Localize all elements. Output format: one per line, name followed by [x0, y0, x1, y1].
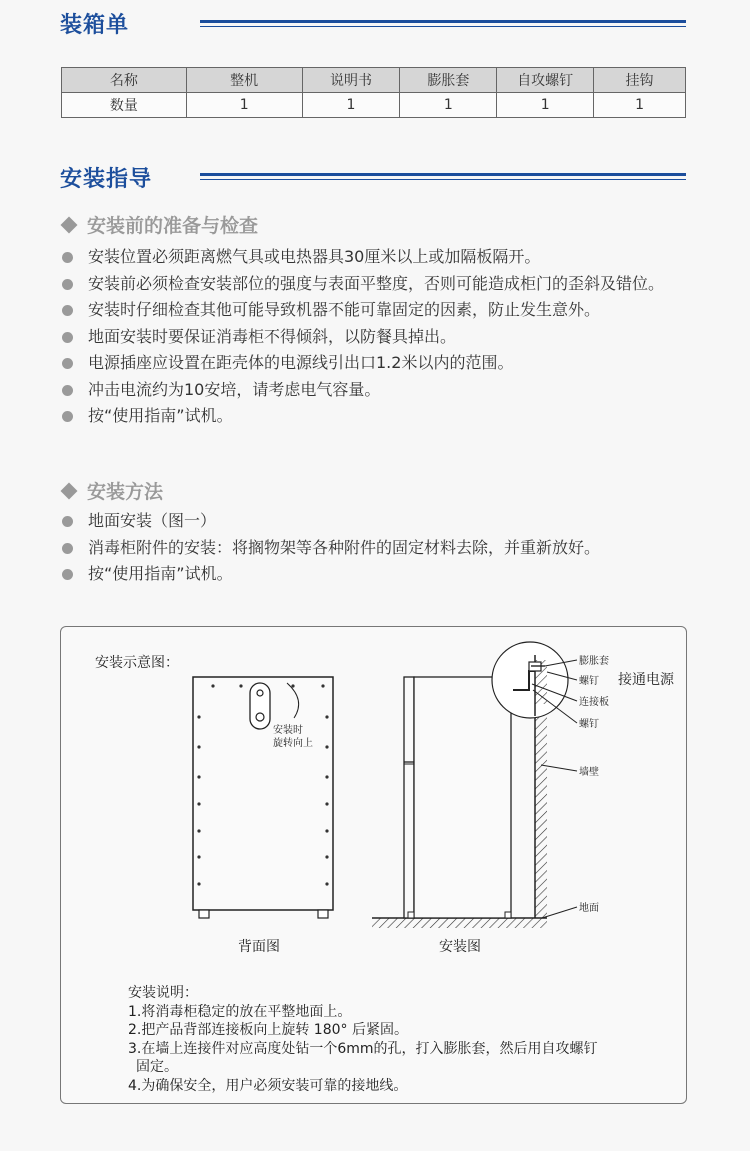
table-cell: 1: [594, 93, 686, 118]
prep-heading-text: 安装前的准备与检查: [87, 215, 259, 237]
install-title: 安装指导: [60, 167, 153, 192]
header-cell: 整机: [186, 68, 302, 93]
header-cell: 自攻螺钉: [497, 68, 594, 93]
header-cell: 膨胀套: [400, 68, 497, 93]
label-power: 接通电源: [618, 672, 674, 688]
diagram-title: 安装示意图：: [95, 655, 179, 671]
cabinet-foot: [408, 912, 414, 918]
cabinet-foot: [505, 912, 511, 918]
note-line: 1.将消毒柜稳定的放在平整地面上。: [128, 1003, 352, 1020]
header-cell: 挂钩: [594, 68, 686, 93]
cabinet-foot: [318, 910, 328, 918]
notes-title: 安装说明：: [128, 985, 198, 1001]
list-item-text: 地面安装时要保证消毒柜不得倾斜，以防餐具掉出。: [88, 326, 457, 346]
back-view-caption: 背面图: [238, 939, 280, 955]
cabinet-body: [414, 677, 511, 918]
label-screw: 螺钉: [579, 676, 599, 687]
install-view-caption: 安装图: [439, 939, 481, 955]
back-view: [193, 677, 333, 955]
label-expansion-sleeve: 膨胀套: [579, 656, 609, 667]
header-cell: 名称: [62, 68, 187, 93]
table-cell: 1: [186, 93, 302, 118]
cabinet-doors: [404, 677, 414, 918]
method-heading-text: 安装方法: [87, 481, 164, 503]
floor-hatch: [372, 918, 547, 928]
packing-title: 装箱单: [60, 13, 130, 38]
list-item-text: 电源插座应设置在距壳体的电源线引出口1.2米以内的范围。: [88, 353, 514, 372]
list-item-text: 安装时仔细检查其他可能导致机器不能可靠固定的因素，防止发生意外。: [88, 300, 601, 319]
label-plate: 连接板: [579, 697, 609, 708]
cabinet-foot: [199, 910, 209, 918]
note-line: 固定。: [136, 1059, 178, 1075]
table-cell: 1: [497, 93, 594, 118]
header-cell: 说明书: [302, 68, 400, 93]
label-screw: 螺钉: [579, 719, 599, 730]
list-item-text: 冲击电流约为10安培，请考虑电气容量。: [88, 379, 381, 399]
note-line: 3.在墙上连接件对应高度处钻一个6mm的孔，打入膨胀套，然后用自攻螺钉: [128, 1040, 598, 1057]
label-wall: 墙壁: [579, 767, 599, 778]
back-note-line2: 旋转向上: [273, 738, 313, 749]
list-item-text: 安装位置必须距离燃气具或电热器具30厘米以上或加隔板隔开。: [88, 247, 541, 266]
table-cell: 数量: [62, 93, 187, 118]
leader-line: [542, 907, 577, 918]
back-note-line1: 安装时: [273, 725, 303, 736]
list-item-text: 按“使用指南”试机。: [88, 406, 233, 425]
list-item-text: 消毒柜附件的安装：将搁物架等各种附件的固定材料去除，并重新放好。: [88, 537, 601, 557]
note-line: 4.为确保安全，用户必须安装可靠的接地线。: [128, 1077, 408, 1094]
side-view: [372, 642, 675, 955]
list-item-text: 地面安装（图一）: [88, 511, 217, 530]
note-line: 2.把产品背部连接板向上旋转 180° 后紧固。: [128, 1022, 408, 1038]
list-item-text: 按“使用指南”试机。: [88, 564, 233, 583]
table-cell: 1: [302, 93, 400, 118]
label-floor: 地面: [579, 903, 599, 914]
install-notes: [128, 984, 598, 1095]
list-item-text: 安装前必须检查安装部位的强度与表面平整度，否则可能造成柜门的歪斜及错位。: [88, 273, 665, 293]
table-cell: 1: [400, 93, 497, 118]
